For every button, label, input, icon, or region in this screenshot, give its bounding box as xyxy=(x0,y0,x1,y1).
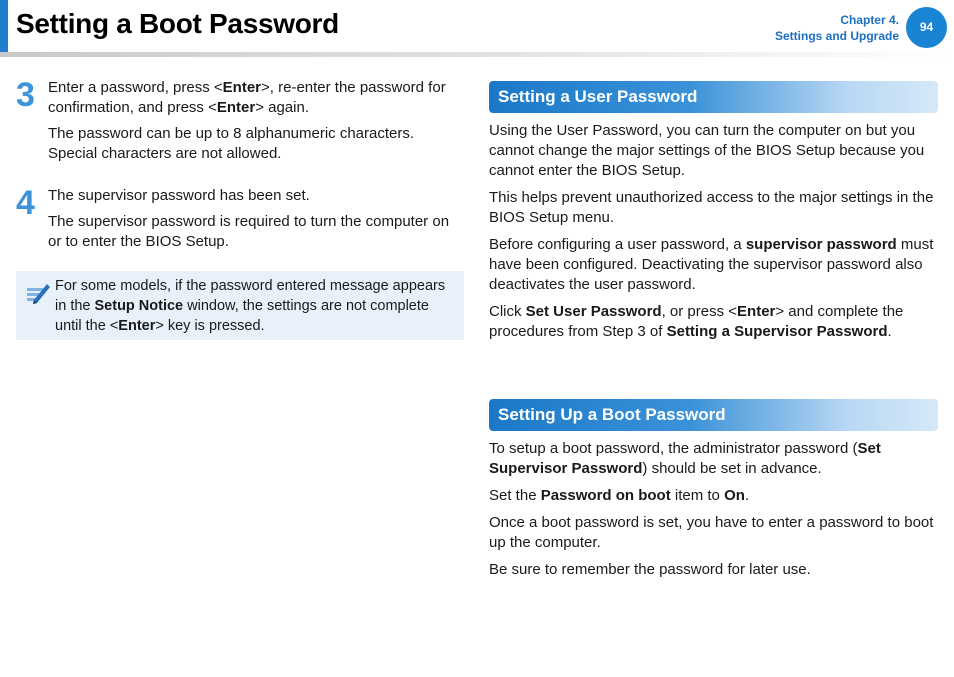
note-text: For some models, if the password entered message appears in the Setup Notice window, the settings are not complete until the <Enter> key is pressed. xyxy=(55,278,446,334)
step-body xyxy=(48,78,464,164)
paragraph: Using the User Password, you can turn the computer on but you cannot change the major settings of the BIOS Setup because you cannot enter the BIOS Setup. xyxy=(489,122,925,179)
step-4 xyxy=(16,186,464,258)
note-box xyxy=(16,271,464,340)
step-detail: The password can be up to 8 alphanumeric characters. Special characters are not allowed. xyxy=(48,125,415,162)
user-password-content xyxy=(489,121,941,349)
paragraph: Before configuring a user password, a supervisor password must have been configured. Deactivating the supervisor password also deactivates the user password. xyxy=(489,236,934,293)
chapter-label xyxy=(775,12,899,44)
step-instruction: The supervisor password has been set. xyxy=(48,187,310,204)
section-heading-boot-password: Setting Up a Boot Password xyxy=(489,399,938,431)
step-3 xyxy=(16,78,464,170)
title-divider xyxy=(0,52,954,57)
chapter-number: Chapter 4. xyxy=(840,13,899,27)
paragraph: Once a boot password is set, you have to enter a password to boot up the computer. xyxy=(489,514,934,551)
step-instruction: Enter a password, press <Enter>, re-enter the password for confirmation, and press <Enter> again. xyxy=(48,79,446,116)
page-header xyxy=(0,0,954,58)
step-detail: The supervisor password is required to turn the computer on or to enter the BIOS Setup. xyxy=(48,213,450,250)
paragraph: Set the Password on boot item to On. xyxy=(489,487,750,504)
step-number: 4 xyxy=(16,184,35,222)
paragraph: To setup a boot password, the administrator password (Set Supervisor Password) should be set in advance. xyxy=(489,440,881,477)
pencil-note-icon xyxy=(24,280,52,306)
boot-password-content xyxy=(489,439,941,587)
page-title: Setting a Boot Password xyxy=(16,8,339,39)
paragraph: Be sure to remember the password for later use. xyxy=(489,561,811,578)
header-accent-bar xyxy=(0,0,8,52)
step-body xyxy=(48,186,464,252)
chapter-title: Settings and Upgrade xyxy=(774,29,899,43)
paragraph: Click Set User Password, or press <Enter> and complete the procedures from Step 3 of Setting a Supervisor Password. xyxy=(489,303,904,340)
section-heading-user-password: Setting a User Password xyxy=(489,81,938,113)
step-number: 3 xyxy=(16,76,35,114)
page-number-badge: 94 xyxy=(906,7,947,48)
paragraph: This helps prevent unauthorized access to the major settings in the BIOS Setup menu. xyxy=(489,189,934,226)
